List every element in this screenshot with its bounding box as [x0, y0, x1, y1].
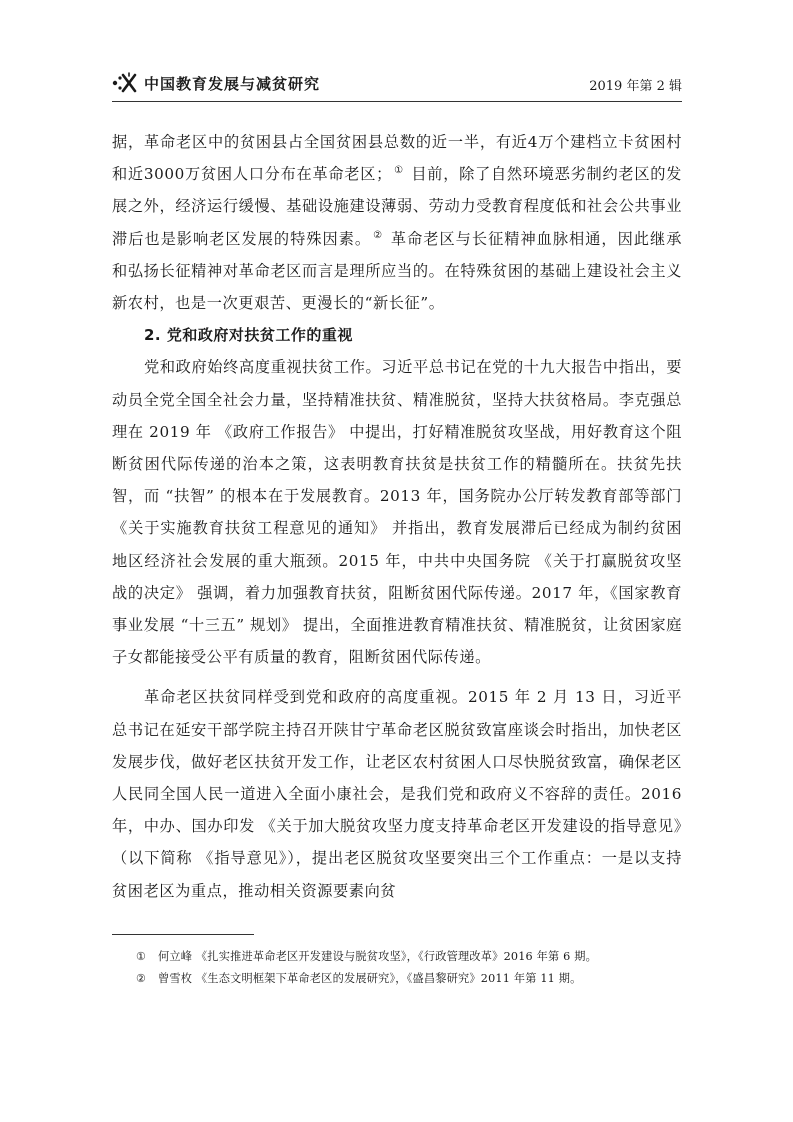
running-header	[112, 62, 682, 102]
footnote-item	[136, 968, 682, 990]
header-rule	[112, 101, 682, 102]
issue-label: 2019 年第 2 辑	[589, 79, 682, 94]
journal-logo-icon	[112, 72, 138, 94]
footnote-item	[136, 946, 682, 968]
paragraph-text: 据，革命老区中的贫困县占全国贫困县总数的近一半，有近4万个建档立卡贫困村和近3000万贫困人口分布在革命老区；	[112, 133, 682, 184]
footnote-ref-2[interactable]: ②	[373, 229, 384, 241]
footnote-text: 曾雪枚 《生态文明框架下革命老区的发展研究》，《盛昌黎研究》2011 年第 11 期。	[158, 972, 582, 985]
paragraph: 党和政府始终高度重视扶贫工作。习近平总书记在党的十九大报告中指出，要动员全党全国全社会力量，坚持精准扶贫、精准脱贫，坚持大扶贫格局。李克强总理在 2019 年 《政府工作报告》 中提出，打好精准脱贫攻坚战，用好教育这个阻断贫困代际传递的治本之策，这表明教育扶贫是扶贫工作的精髓所在。扶贫先扶智，而 “扶智” 的根本在于发展教育。2013 年，国务院办公厅转发教育部等部门 《关于实施教育扶贫工程意见的通知》 并指出，教育发展滞后已经成为制约贫困地区经济社会发展的重大瓶颈。2015 年，中共中央国务院 《关于打赢脱贫攻坚战的决定》 强调，着力加强教育扶贫，阻断贫困代际传递。2017 年，《国家教育事业发展 “十三五” 规划》 提出，全面推进教育精准扶贫、精准脱贫，让贫困家庭子女都能接受公平有质量的教育，阻断贫困代际传递。	[112, 358, 682, 667]
footnote-ref-1[interactable]: ①	[393, 165, 404, 177]
footnote-mark: ②	[136, 972, 147, 985]
footnote-mark: ①	[136, 950, 147, 963]
main-text	[112, 126, 682, 907]
paragraph-text: 目前，除了自然环境恶劣制约老区的发展之外，经济运行缓慢、基础设施建设薄弱、劳动力受教育程度低和社会公共事业滞后也是影响老区发展的特殊因素。	[112, 165, 682, 248]
section-heading: 2. 党和政府对扶贫工作的重视	[144, 326, 353, 345]
footnote-rule	[112, 934, 254, 935]
footnotes	[136, 946, 682, 990]
paragraph-text: 革命老区与长征精神血脉相通，因此继承和弘扬长征精神对革命老区而言是理所应当的。在特殊贫困的基础上建设社会主义新农村，也是一次更艰苦、更漫长的“新长征”。	[112, 229, 682, 313]
paragraph-continued	[112, 126, 682, 319]
paragraph: 革命老区扶贫同样受到党和政府的高度重视。2015 年 2 月 13 日，习近平总书记在延安干部学院主持召开陕甘宁革命老区脱贫致富座谈会时指出，加快老区发展步伐，做好老区扶贫开发工作，让老区农村贫困人口尽快脱贫致富，确保老区人民同全国人民一道进入全面小康社会，是我们党和政府义不容辞的责任。2016 年，中办、国办印发 《关于加大脱贫攻坚力度支持革命老区开发建设的指导意见》（以下简称 《指导意见》），提出老区脱贫攻坚要突出三个工作重点：一是以支持贫困老区为重点，推动相关资源要素向贫	[112, 688, 682, 900]
footnote-text: 何立峰 《扎实推进革命老区开发建设与脱贫攻坚》，《行政管理改革》2016 年第 6 期。	[158, 950, 597, 963]
journal-title: 中国教育发展与减贫研究	[144, 75, 321, 93]
